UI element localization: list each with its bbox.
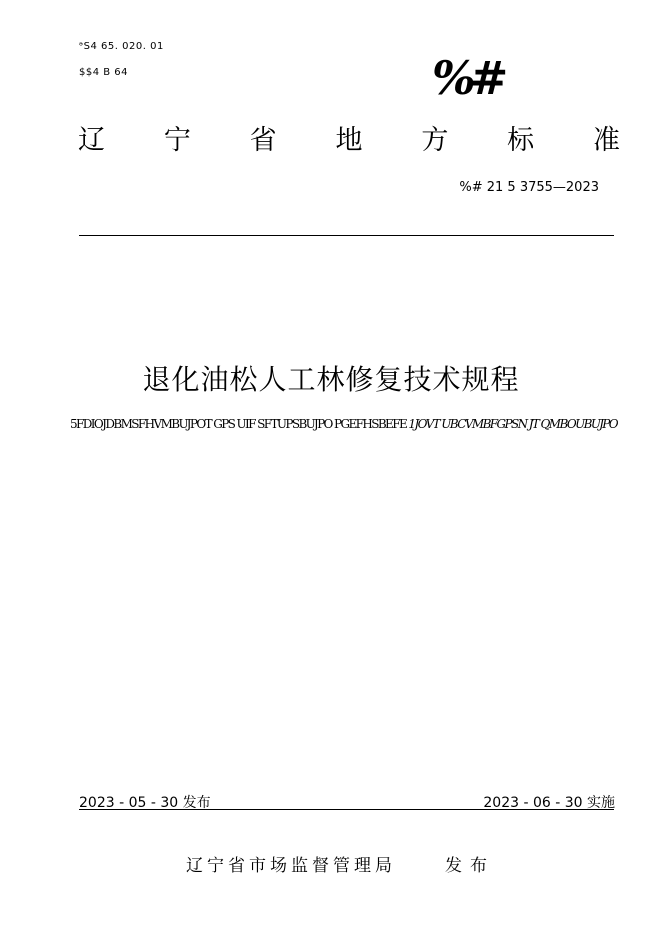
standard-title-char: 标 [507, 125, 535, 156]
standard-title-char: 准 [592, 125, 620, 156]
standard-logo: %# [432, 51, 503, 105]
standard-title-char: 宁 [163, 125, 191, 156]
english-title-italic: 1JOVT UBCVMBFGPSN JT QMBOUBUJPO [408, 417, 617, 431]
standard-title-char: 方 [421, 125, 449, 156]
implementation-date: 2023 - 06 - 30 实施 [483, 795, 615, 811]
publish-label: 发布 [445, 856, 495, 876]
english-title-normal: 5FDIOJDBMSFHVMBUJPOT GPS UIF SFTUPSBUJPO PGEFHSBEFE [70, 417, 409, 431]
header-divider [79, 235, 614, 236]
ics-code: ᵊS4 65. 020. 01 [79, 41, 164, 52]
standard-title-char: 辽 [78, 125, 105, 156]
document-title: 退化油松人工林修复技术规程 [142, 363, 520, 396]
standard-type-title [78, 127, 620, 154]
standard-title-char: 地 [335, 125, 363, 156]
english-title [70, 417, 617, 431]
ccs-code: $$4 B 64 [79, 67, 129, 78]
footer-divider [79, 809, 614, 810]
standard-title-char: 省 [249, 125, 277, 156]
issue-date: 2023 - 05 - 30 发布 [79, 795, 211, 811]
standard-number: %# 21 5 3755—2023 [459, 180, 599, 195]
issuing-authority: 辽宁省市场监督管理局 [186, 856, 396, 876]
